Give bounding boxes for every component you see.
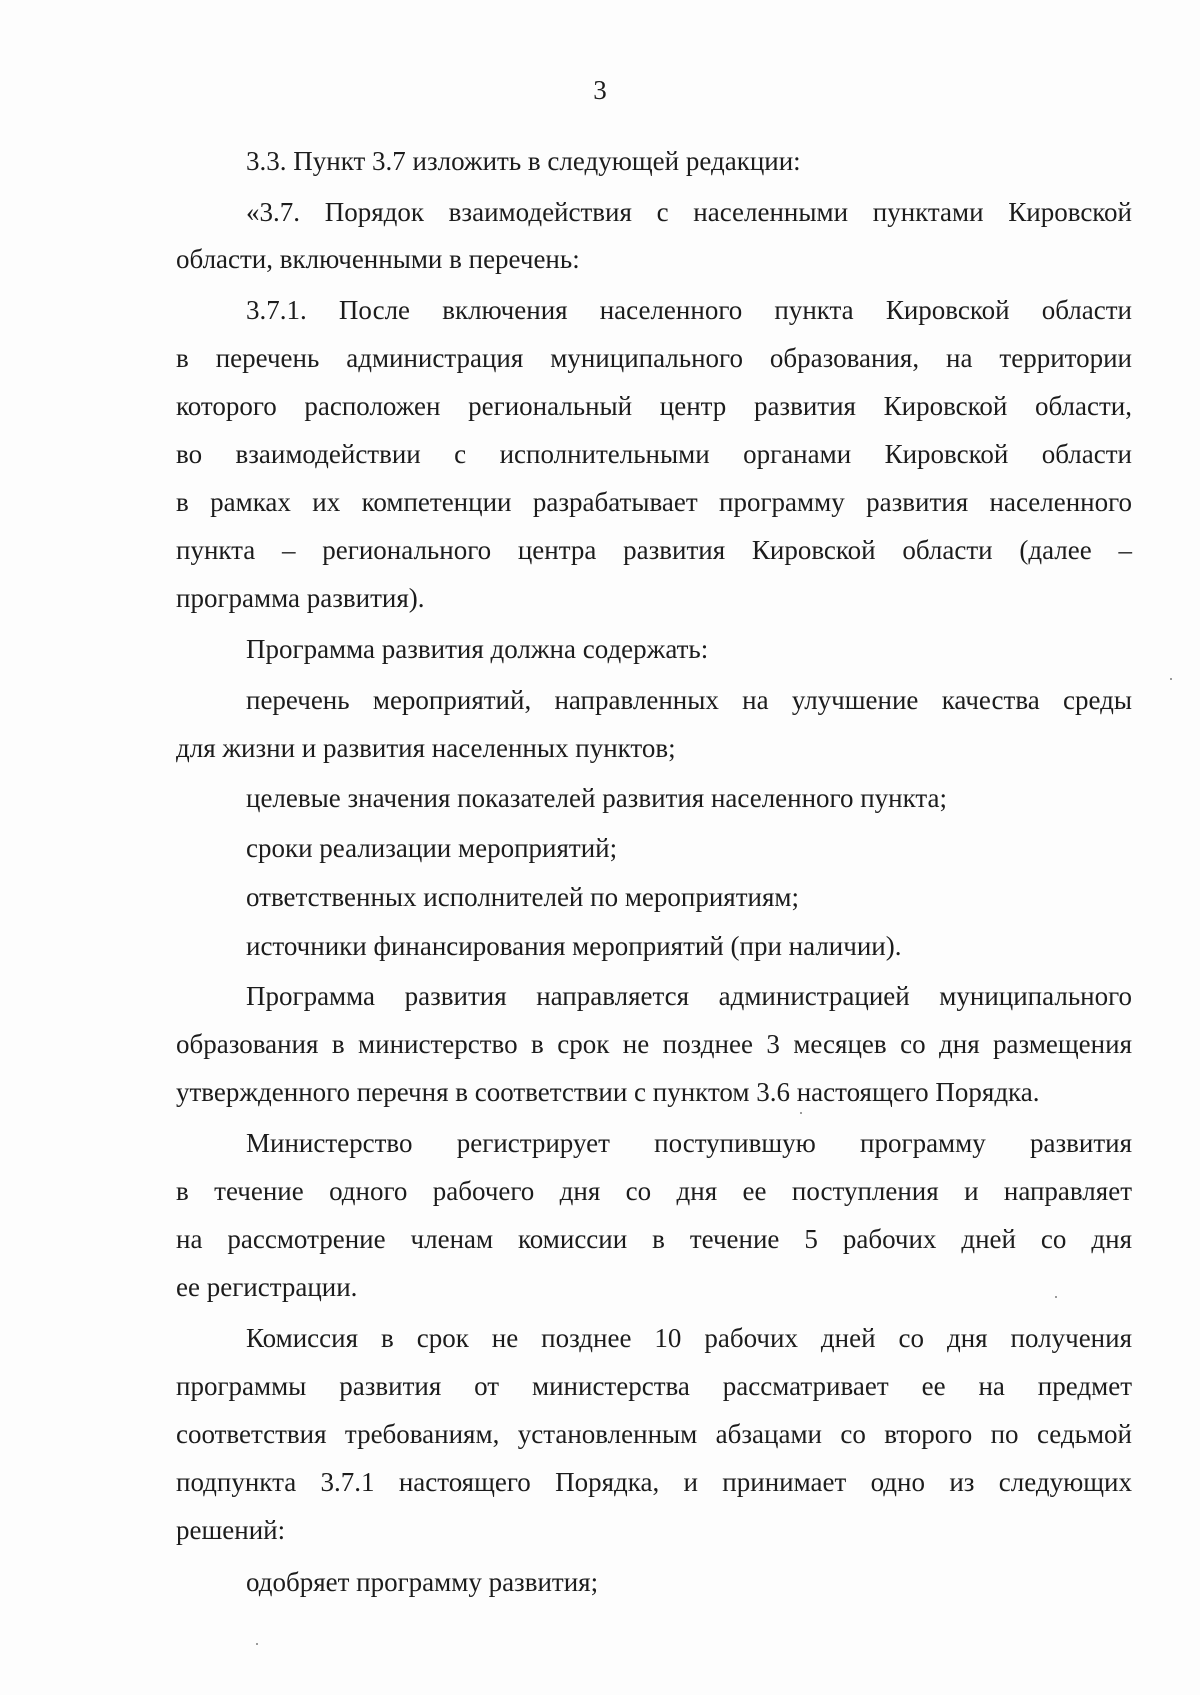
text-line: Программа развития должна содержать: [246,634,709,664]
scan-speck [1170,678,1172,680]
text-line: решений: [176,1515,286,1545]
scan-speck [256,1643,258,1645]
text-line: в рамках их компетенции разрабатывает программу развития населенного [176,487,1132,517]
text-line: в перечень администрация муниципального образования, на территории [176,343,1132,373]
text-line: утвержденного перечня в соответствии с пунктом 3.6 настоящего Порядка. [176,1077,1040,1107]
text-line: источники финансирования мероприятий (при наличии). [246,931,902,961]
text-line: которого расположен региональный центр развития Кировской области, [176,391,1132,421]
text-line: ее регистрации. [176,1272,358,1302]
text-line: сроки реализации мероприятий; [246,833,618,863]
text-line: для жизни и развития населенных пунктов; [176,733,676,763]
text-line: области, включенными в перечень: [176,244,580,274]
text-line: на рассмотрение членам комиссии в течение 5 рабочих дней со дня [176,1224,1132,1254]
text-line: Программа развития направляется администрацией муниципального [246,981,1132,1011]
text-line: образования в министерство в срок не позднее 3 месяцев со дня размещения [176,1029,1132,1059]
text-line: «3.7. Порядок взаимодействия с населенными пунктами Кировской [246,197,1132,227]
text-line: целевые значения показателей развития населенного пункта; [246,783,947,813]
text-line: одобряет программу развития; [246,1567,599,1597]
text-line: программа развития). [176,583,425,613]
scan-speck [800,1112,802,1114]
text-line: перечень мероприятий, направленных на улучшение качества среды [246,685,1132,715]
text-line: 3.7.1. После включения населенного пункта Кировской области [246,295,1132,325]
text-line: соответствия требованиям, установленным абзацами со второго по седьмой [176,1419,1132,1449]
page-number: 3 [593,75,607,105]
text-line: Комиссия в срок не позднее 10 рабочих дней со дня получения [246,1323,1132,1353]
text-line: пункта – регионального центра развития Кировской области (далее – [176,535,1132,565]
text-line: ответственных исполнителей по мероприятиям; [246,882,799,912]
text-line: 3.3. Пункт 3.7 изложить в следующей редакции: [246,146,801,176]
text-line: в течение одного рабочего дня со дня ее поступления и направляет [176,1176,1132,1206]
scan-speck [1055,1296,1057,1298]
text-line: Министерство регистрирует поступившую программу развития [246,1128,1132,1158]
text-line: подпункта 3.7.1 настоящего Порядка, и принимает одно из следующих [176,1467,1132,1497]
text-line: программы развития от министерства рассматривает ее на предмет [176,1371,1132,1401]
text-line: во взаимодействии с исполнительными органами Кировской области [176,439,1132,469]
